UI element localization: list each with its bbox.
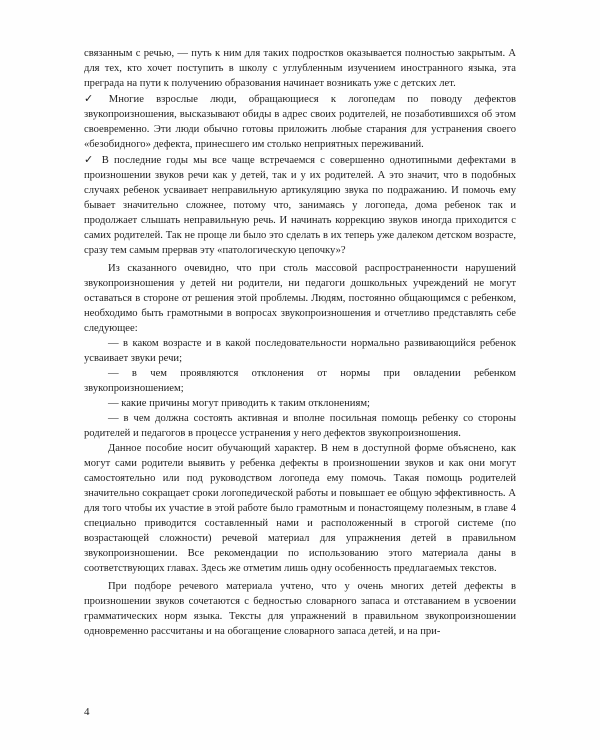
page-number: 4 [84, 706, 90, 718]
bullet-text-1: Многие взрослые люди, обращающиеся к логопедам по поводу дефектов звукопроизношения, высказывают обиды в адрес своих родителей, не позаботившихся об этом своевременно. Эти люди обычно готовы приложить любые старания для устранения своего «безобидного» дефекта, принесшего им столько неприятных переживаний. [84, 94, 516, 150]
paragraph-1: связанным с речью, — путь к ним для таких подростков оказывается полностью закрытым. А для тех, кто хочет поступить в школу с углубленным изучением иностранного языка, эта преграда на пути к получению образования начинает возникать уже с детских лет. [84, 48, 516, 89]
check-mark-icon: ✓ [84, 153, 96, 166]
body-text [84, 46, 516, 639]
paragraph-3: Данное пособие носит обучающий характер. В нем в доступной форме объяснено, как могут сами родители выявить у ребенка дефекты в произношении звуков и как они могут самостоятельно или под руководством логопеда ему помочь. Такая помощь родителей значительно сокращает сроки логопедической работы и повышает ее общую эффективность. А для того чтобы их участие в этой работе было грамотным и понастоящему полезным, в главе 4 специально приводится составленный нами и расположенный в строгой системе (по возрастающей сложности) речевой материал для упражнения детей в правильном звукопроизношении. Все рекомендации по использованию этого материала даны в соответствующих главах. Здесь же отметим лишь одну особенность предлагаемых текстов. [84, 443, 516, 574]
bullet-text-2: В последние годы мы все чаще встречаемся с совершенно однотипными дефектами в произношении звуков речи как у детей, так и у их родителей. А это значит, что в подобных случаях ребенок усваивает неправильную артикуляцию звука по подражанию. И помочь ему бывает значительно сложнее, потому что, занимаясь у логопеда, дома ребенок так и продолжает слышать неправильную речь. И начинать коррекцию звуков иногда приходится с самих родителей. Так не проще ли было это сделать в их теперь уже далеком детском возрасте, сразу тем самым прервав эту «патологическую цепочку»? [84, 155, 516, 256]
paragraph-2: Из сказанного очевидно, что при столь массовой распространенности нарушений звукопроизношения у детей ни родители, ни педагоги дошкольных учреждений не могут оставаться в стороне от решения этой проблемы. Людям, постоянно общающимся с ребенком, необходимо быть грамотными в вопросах звукопроизношения и отчетливо представлять себе следующее: [84, 263, 516, 334]
bullet-paragraph-2 [84, 152, 516, 258]
dash-item-2: — в чем проявляются отклонения от нормы при овладении ребенком звукопроизношением; [84, 368, 516, 394]
dash-item-1: — в каком возрасте и в какой последовательности нормально развивающийся ребенок усваивает звуки речи; [84, 338, 516, 364]
check-mark-icon: ✓ [84, 92, 103, 105]
dash-item-3: — какие причины могут приводить к таким отклонениям; [108, 398, 370, 409]
dash-item-4: — в чем должна состоять активная и вполне посильная помощь ребенку со стороны родителей и педагогов в процессе устранения у него дефектов звукопроизношения. [84, 413, 516, 439]
paragraph-4: При подборе речевого материала учтено, что у очень многих детей дефекты в произношении звуков сочетаются с бедностью словарного запаса и отставанием в усвоении грамматических норм языка. Тексты для упражнений в правильном звукопроизношении одновременно рассчитаны и на обогащение словарного запаса детей, и на при- [84, 581, 516, 637]
bullet-paragraph-1 [84, 91, 516, 152]
